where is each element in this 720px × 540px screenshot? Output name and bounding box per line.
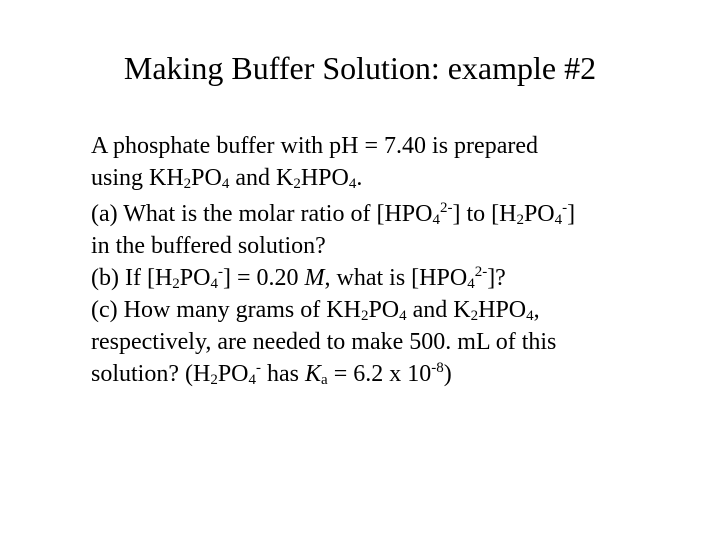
slide-body xyxy=(91,130,691,390)
text: solution? (H xyxy=(91,361,211,387)
text: using KH xyxy=(91,165,184,191)
subscript: 4 xyxy=(526,308,534,324)
text: and K xyxy=(229,165,294,191)
superscript: - xyxy=(256,360,262,376)
text: has xyxy=(261,361,306,387)
subscript: 2 xyxy=(210,372,218,388)
subscript: 4 xyxy=(348,176,357,192)
text: , what is [HPO xyxy=(324,265,468,291)
text: (a) What is the molar ratio of [HPO xyxy=(91,201,433,227)
text: ] xyxy=(567,201,576,227)
intro-paragraph xyxy=(91,130,691,194)
text: PO xyxy=(368,297,400,323)
superscript: - xyxy=(562,200,568,216)
subscript: 2 xyxy=(183,176,192,192)
subscript: 2 xyxy=(172,276,180,292)
intro-line-1: A phosphate buffer with pH = 7.40 is prepared xyxy=(91,133,538,159)
subscript: 2 xyxy=(360,308,369,324)
text: PO xyxy=(523,201,555,227)
question-a-line-2: in the buffered solution? xyxy=(91,233,326,259)
subscript: 4 xyxy=(248,372,257,388)
slide-title: Making Buffer Solution: example #2 xyxy=(123,50,597,86)
text: , xyxy=(533,297,540,323)
question-c-line-1 xyxy=(91,294,691,326)
superscript: - xyxy=(217,264,223,280)
subscript: 4 xyxy=(399,308,407,324)
superscript: 2- xyxy=(439,200,453,216)
question-c-line-2: respectively, are needed to make 500. mL of this xyxy=(91,329,557,355)
subscript: 4 xyxy=(554,212,563,228)
text: PO xyxy=(191,165,222,191)
subscript: 2 xyxy=(516,212,524,228)
text: ] = 0.20 xyxy=(222,265,305,291)
text: HPO xyxy=(478,297,527,323)
question-b-line xyxy=(91,262,691,294)
subscript: 2 xyxy=(470,308,479,324)
text: PO xyxy=(217,361,249,387)
text: . xyxy=(356,165,363,191)
text: (c) How many grams of KH xyxy=(91,297,361,323)
superscript: -8 xyxy=(431,360,444,376)
text: HPO xyxy=(300,165,349,191)
question-a xyxy=(91,198,691,390)
subscript: 2 xyxy=(293,176,301,192)
subscript: 4 xyxy=(432,212,440,228)
superscript: 2- xyxy=(474,264,488,280)
text: PO xyxy=(179,265,211,291)
question-c-line-3 xyxy=(91,358,691,390)
text: and K xyxy=(406,297,471,323)
question-a-line-1 xyxy=(91,198,691,230)
italic-text: K xyxy=(305,361,322,387)
text: (b) If [H xyxy=(91,265,173,291)
subscript: 4 xyxy=(210,276,218,292)
italic-text: M xyxy=(304,265,325,291)
text: ] to [H xyxy=(452,201,517,227)
intro-line-2 xyxy=(91,162,691,194)
text: ) xyxy=(443,361,452,387)
text: ]? xyxy=(487,265,506,291)
subscript: 4 xyxy=(221,176,230,192)
text: = 6.2 x 10 xyxy=(327,361,432,387)
subscript: a xyxy=(321,372,328,388)
subscript: 4 xyxy=(467,276,475,292)
